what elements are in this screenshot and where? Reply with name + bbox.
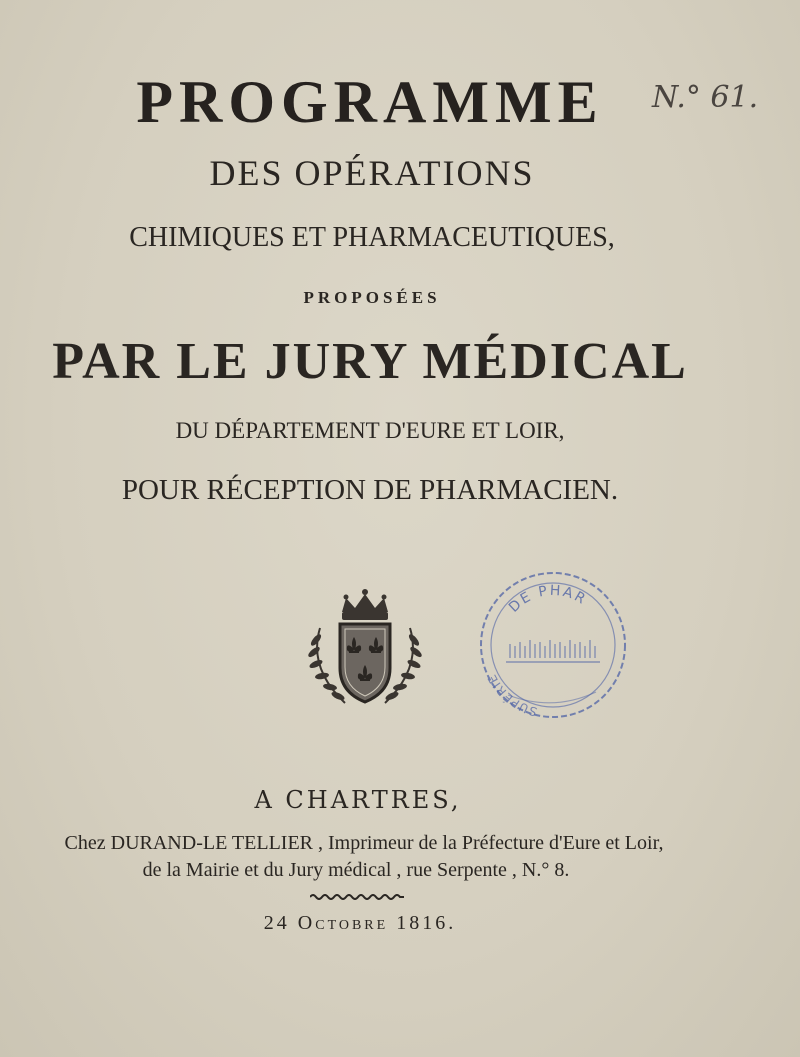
manuscript-number: N.° 61. — [652, 80, 759, 115]
svg-text:SUPÉRIE — [485, 672, 539, 719]
printer-line-2: de la Mairie et du Jury médical , rue Serpente , N.° 8. — [142, 859, 570, 881]
ornament-rule-icon — [310, 893, 404, 901]
subtitle-line-2: CHIMIQUES ET PHARMACEUTIQUES, — [129, 222, 615, 253]
printer-line-1: Chez DURAND-LE TELLIER , Imprimeur de la Préfecture d'Eure et Loir, — [64, 832, 664, 854]
library-stamp-icon — [468, 560, 638, 730]
document-title: PROGRAMME — [136, 69, 604, 135]
stamp-text-left: SUPÉRIE — [484, 671, 539, 719]
imprint-date — [0, 912, 760, 935]
subtitle-line-1: DES OPÉRATIONS — [209, 153, 535, 193]
proposed-label: PROPOSÉES — [303, 288, 441, 307]
reception-line: POUR RÉCEPTION DE PHARMACIEN. — [121, 474, 619, 506]
department-line: DU DÉPARTEMENT D'EURE ET LOIR, — [175, 418, 565, 443]
imprint-city: A CHARTRES, — [254, 786, 462, 814]
royal-crest-icon — [300, 588, 430, 713]
jury-line: PAR LE JURY MÉDICAL — [52, 333, 688, 390]
stamp-text-top: DE PHAR — [506, 582, 590, 616]
imprint-date-text: 24 Octobre 1816. — [263, 912, 457, 934]
